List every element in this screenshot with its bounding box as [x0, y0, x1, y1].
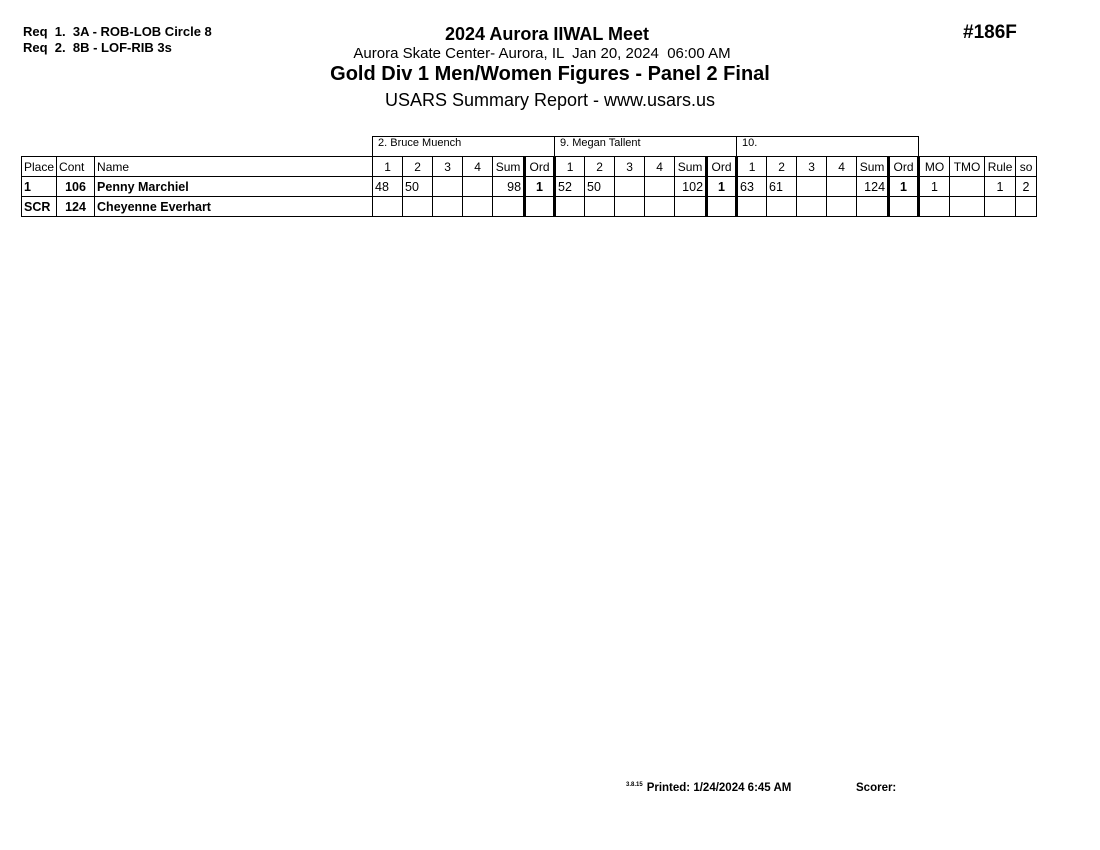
judge-name: 10.: [737, 137, 919, 157]
sum-cell: 102: [675, 177, 707, 197]
col-header-score-1: 1: [555, 157, 585, 177]
event-number: #186F: [963, 22, 1017, 43]
tmo-cell: [950, 177, 985, 197]
col-header-score-4: 4: [645, 157, 675, 177]
rule-cell: 1: [985, 177, 1016, 197]
requirement-2: Req 2. 8B - LOF-RIB 3s: [23, 40, 172, 55]
printed-label: Printed: 1/24/2024 6:45 AM: [646, 782, 792, 794]
col-header-sum: Sum: [675, 157, 707, 177]
col-header-score-1: 1: [373, 157, 403, 177]
col-header-name: Name: [95, 157, 373, 177]
score-cell: [433, 177, 463, 197]
score-cell: [645, 197, 675, 217]
score-cell: [403, 197, 433, 217]
col-header-score-4: 4: [463, 157, 493, 177]
col-header-so: so: [1016, 157, 1037, 177]
so-cell: 2: [1016, 177, 1037, 197]
col-header-cont: Cont: [57, 157, 95, 177]
table-row: [22, 197, 1037, 217]
score-cell: [373, 197, 403, 217]
table-row: [22, 177, 1037, 197]
scorer-label: Scorer:: [856, 782, 897, 794]
sum-cell: 124: [857, 177, 889, 197]
printed-timestamp: [626, 782, 791, 794]
score-cell: [797, 177, 827, 197]
col-header-ord: Ord: [707, 157, 737, 177]
sum-cell: [675, 197, 707, 217]
col-header-sum: Sum: [493, 157, 525, 177]
score-cell: [585, 197, 615, 217]
score-cell: [827, 177, 857, 197]
score-cell: [555, 197, 585, 217]
mo-cell: 1: [919, 177, 950, 197]
score-cell: [797, 197, 827, 217]
cont-cell: 124: [57, 197, 95, 217]
judge-header-row: [22, 137, 1037, 157]
sum-cell: [857, 197, 889, 217]
sum-cell: [493, 197, 525, 217]
mo-cell: [919, 197, 950, 217]
score-cell: 50: [403, 177, 433, 197]
col-header-score-4: 4: [827, 157, 857, 177]
score-cell: 48: [373, 177, 403, 197]
venue-line: Aurora Skate Center- Aurora, IL Jan 20, 2024 06:00 AM: [353, 45, 731, 62]
score-cell: 61: [767, 177, 797, 197]
col-header-sum: Sum: [857, 157, 889, 177]
ord-cell: 1: [707, 177, 737, 197]
ord-cell: [525, 197, 555, 217]
place-cell: 1: [22, 177, 57, 197]
skater-name-cell: Cheyenne Everhart: [95, 197, 373, 217]
score-cell: 63: [737, 177, 767, 197]
score-cell: [615, 197, 645, 217]
meet-title: 2024 Aurora IIWAL Meet: [444, 24, 650, 44]
score-cell: [433, 197, 463, 217]
report-title: USARS Summary Report - www.usars.us: [384, 90, 716, 110]
requirement-1: Req 1. 3A - ROB-LOB Circle 8: [23, 24, 212, 39]
col-header-score-3: 3: [615, 157, 645, 177]
col-header-score-3: 3: [797, 157, 827, 177]
software-version: 3.8.15: [626, 782, 643, 789]
place-cell: SCR: [22, 197, 57, 217]
col-header-score-1: 1: [737, 157, 767, 177]
score-cell: [767, 197, 797, 217]
col-header-ord: Ord: [525, 157, 555, 177]
col-header-place: Place: [22, 157, 57, 177]
cont-cell: 106: [57, 177, 95, 197]
col-header-mo: MO: [919, 157, 950, 177]
sum-cell: 98: [493, 177, 525, 197]
judge-name: 2. Bruce Muench: [373, 137, 555, 157]
col-header-score-2: 2: [767, 157, 797, 177]
score-cell: [463, 197, 493, 217]
col-header-ord: Ord: [889, 157, 919, 177]
score-cell: 50: [585, 177, 615, 197]
col-header-score-3: 3: [433, 157, 463, 177]
rule-cell: [985, 197, 1016, 217]
ord-cell: 1: [525, 177, 555, 197]
score-cell: [645, 177, 675, 197]
score-cell: [615, 177, 645, 197]
summary-table: [21, 136, 1037, 217]
score-cell: [463, 177, 493, 197]
so-cell: [1016, 197, 1037, 217]
skater-name-cell: Penny Marchiel: [95, 177, 373, 197]
col-header-tmo: TMO: [950, 157, 985, 177]
col-header-score-2: 2: [585, 157, 615, 177]
ord-cell: [707, 197, 737, 217]
judge-name: 9. Megan Tallent: [555, 137, 737, 157]
ord-cell: 1: [889, 177, 919, 197]
col-header-score-2: 2: [403, 157, 433, 177]
score-cell: [827, 197, 857, 217]
column-header-row: [22, 157, 1037, 177]
event-title: Gold Div 1 Men/Women Figures - Panel 2 Final: [330, 63, 770, 85]
score-cell: 52: [555, 177, 585, 197]
ord-cell: [889, 197, 919, 217]
tmo-cell: [950, 197, 985, 217]
score-cell: [737, 197, 767, 217]
col-header-rule: Rule: [985, 157, 1016, 177]
